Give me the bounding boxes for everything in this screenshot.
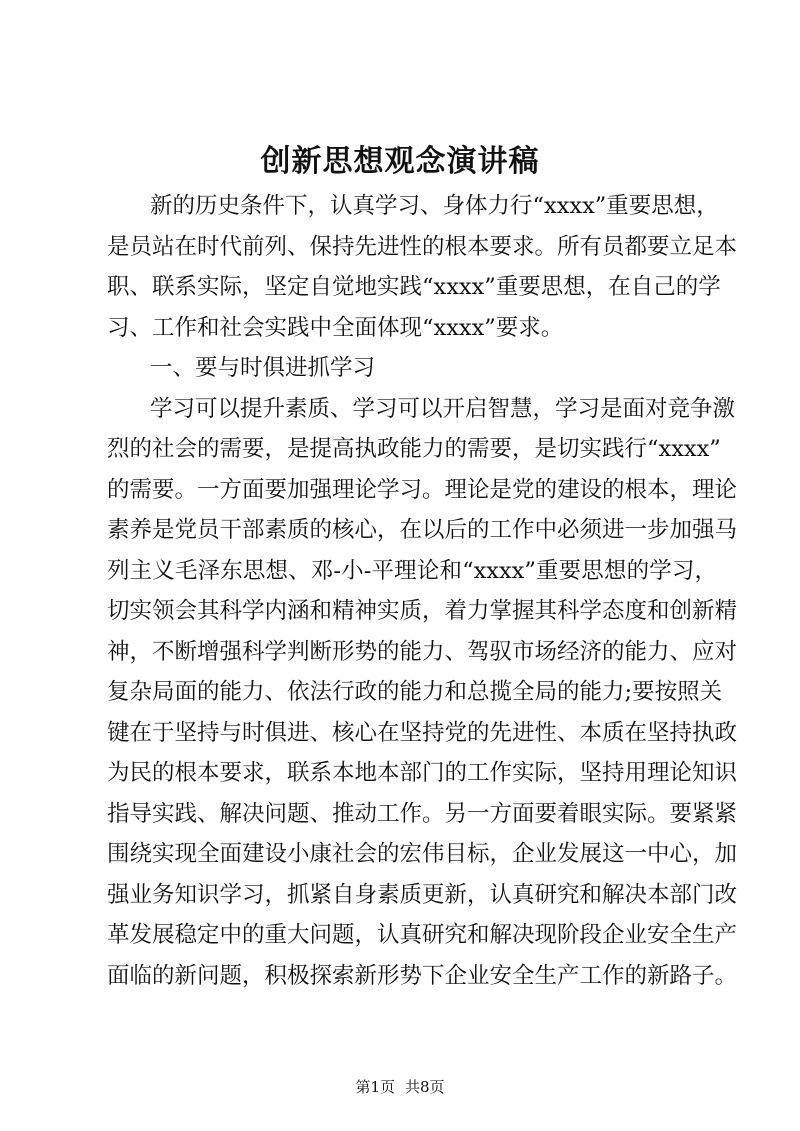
paragraph-line: 革发展稳定中的重大问题，认真研究和解决现阶段企业安全生产 bbox=[107, 922, 738, 948]
paragraph-line: 神，不断增强科学判断形势的能力、驾驭市场经济的能力、应对 bbox=[107, 638, 738, 665]
paragraph-line: 列主义毛泽东思想、邓-小-平理论和“xxxx”重要思想的学习， bbox=[107, 557, 717, 584]
paragraph-line: 习、工作和社会实践中全面体现“xxxx”要求。 bbox=[107, 314, 564, 341]
paragraph-line: 面临的新问题，积极探索新形势下企业安全生产工作的新路子。 bbox=[107, 962, 738, 989]
section-heading: 一、要与时俱进抓学习 bbox=[150, 355, 376, 381]
paragraph-line: 职、联系实际，坚定自觉地实践“xxxx”重要思想，在自己的学 bbox=[107, 274, 721, 300]
paragraph-line: 新的历史条件下，认真学习、身体力行“xxxx”重要思想， bbox=[150, 193, 719, 219]
paragraph-line: 的需要。一方面要加强理论学习。理论是党的建设的根本，理论 bbox=[107, 476, 738, 503]
paragraph-line: 强业务知识学习，抓紧自身素质更新，认真研究和解决本部门改 bbox=[107, 881, 738, 908]
paragraph-line: 学习可以提升素质、学习可以开启智慧，学习是面对竞争激 bbox=[150, 395, 736, 422]
page-total: 共8页 bbox=[405, 1078, 445, 1096]
paragraph-line: 切实领会其科学内涵和精神实质，着力掌握其科学态度和创新精 bbox=[107, 598, 738, 624]
paragraph-line: 指导实践、解决问题、推动工作。另一方面要着眼实际。要紧紧 bbox=[107, 800, 738, 827]
document-body bbox=[107, 186, 738, 996]
paragraph-line: 键在于坚持与时俱进、核心在坚持党的先进性、本质在坚持执政 bbox=[107, 719, 738, 746]
paragraph-line: 烈的社会的需要，是提高执政能力的需要，是切实践行“xxxx” bbox=[107, 436, 721, 462]
page-number: 第1页 bbox=[355, 1078, 395, 1096]
paragraph-line: 复杂局面的能力、依法行政的能力和总揽全局的能力;要按照关 bbox=[107, 679, 723, 705]
document-title: 创新思想观念演讲稿 bbox=[260, 144, 540, 179]
page-footer bbox=[0, 1077, 800, 1097]
paragraph-line: 是员站在时代前列、保持先进性的根本要求。所有员都要立足本 bbox=[107, 233, 738, 260]
paragraph-line: 为民的根本要求，联系本地本部门的工作实际，坚持用理论知识 bbox=[107, 760, 738, 786]
paragraph-line: 素养是党员干部素质的核心，在以后的工作中必须进一步加强马 bbox=[107, 517, 738, 543]
paragraph-line: 围绕实现全面建设小康社会的宏伟目标，企业发展这一中心，加 bbox=[107, 841, 738, 867]
